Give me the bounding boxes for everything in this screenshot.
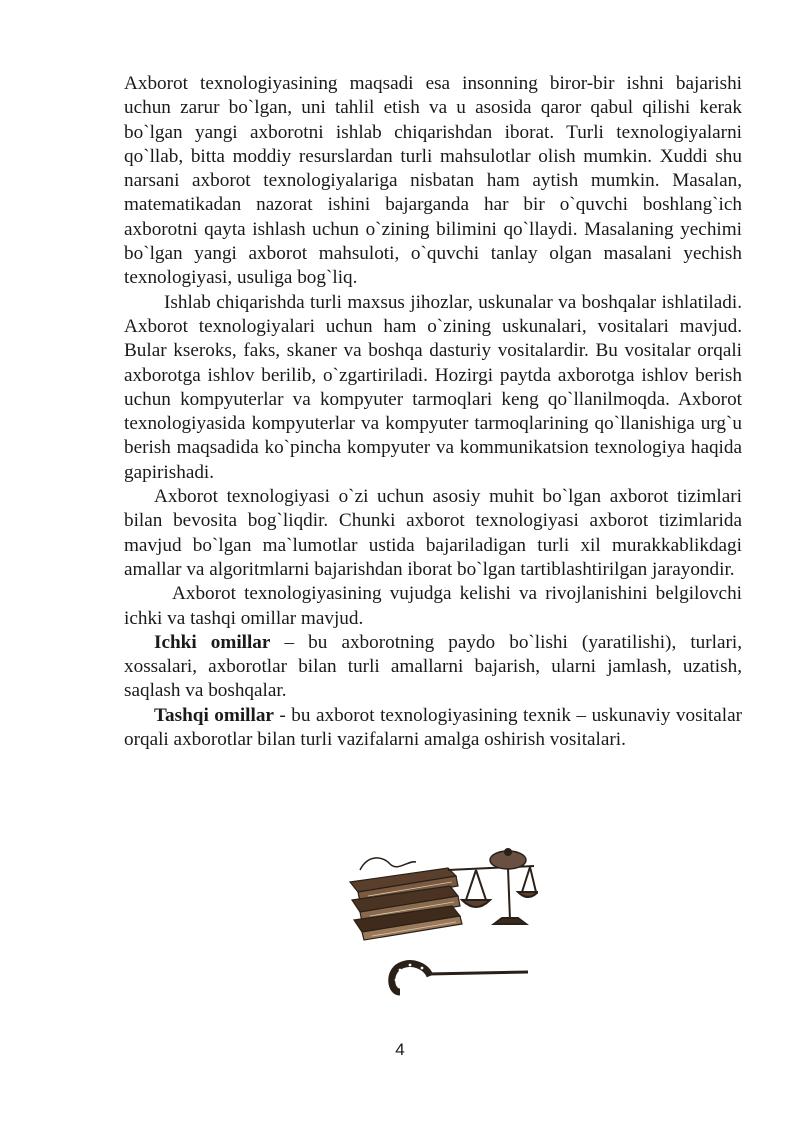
- paragraph-4: Axborot texnologiyasining vujudga kelishi va rivojlanishini belgilovchi ichki va tashqi omillar mavjud.: [124, 583, 742, 629]
- internal-factors-text: – bu axborotning paydo bo`lishi (yaratilishi), turlari, xossalari, axborotlar bilan turli amallarni bajarish, ularni jamlash, uzatish, saqlash va boshqalar.: [124, 631, 742, 702]
- paragraph-2: Ishlab chiqarishda turli maxsus jihozlar, uskunalar va boshqalar ishlatiladi. Axborot texnologiyalari uchun ham o`zining uskunalari, vositalari mavjud. Bular kseroks, faks, skaner va boshqa dasturiy vositalardir. Bu vositalar orqali axborotga ishlov berilib, o`zgartiriladi. Hozirgi paytda axborotga ishlov berish uchun kompyuterlar va kompyuter tarmoqlari keng qo`llanilmoqda. Axborot texnologiyasida kompyuterlar va kompyuter tarmoqlarining qo`llanishiga urg`u berish maqsadida ko`pincha kompyuter va kommunikatsion texnologiya haqida gapirishadi.: [124, 291, 742, 483]
- paragraph-3: Axborot texnologiyasi o`zi uchun asosiy muhit bo`lgan axborot tizimlari bilan bevosita bog`liqdir. Chunki axborot texnologiyasi axborot tizimlarida mavjud bo`lgan ma`lumotlar ustida bajariladigan turli xil murakkablikdagi amallar va algoritmlarni bajarishdan iborat bo`lgan tartiblashtirilgan jarayondir.: [124, 486, 742, 580]
- term-external-factors: Tashqi omillar: [154, 704, 274, 726]
- page-number: 4: [395, 1040, 405, 1059]
- paragraph-internal-factors: [124, 631, 742, 704]
- page-body: [124, 72, 742, 752]
- external-factors-text: - bu axborot texnologiyasining texnik – uskunaviy vositalar orqali axborotlar bilan turli vazifalarni amalga oshirish vositalari.: [124, 704, 742, 751]
- paragraph-1: Axborot texnologiyasining maqsadi esa insonning biror-bir ishni bajarishi uchun zarur bo`lgan, uni tahlil etish va u asosida qaror qabul qilishi kerak bo`lgan yangi axborotni ishlab chiqarishdan iborat. Turli texnologiyalarni qo`llab, bitta moddiy resurslardan turli mahsulotlar olish mumkin. Xuddi shu narsani axborot texnologiyalariga nisbatan ham aytish mumkin. Masalan, matematikadan nazorat ishini bajarganda har bir o`quvchi boshlang`ich axborotni qayta ishlash uchun o`zining bilimini qo`llaydi. Masalaning yechimi bo`lgan yangi axborot mahsuloti, o`quvchi tanlay olgan masalani yechish texnologiyasi, usuliga bog`liq.: [124, 73, 742, 289]
- paragraph-external-factors: [124, 704, 742, 753]
- term-internal-factors: Ichki omillar: [154, 631, 271, 653]
- books-scales-horseshoe-icon: [338, 842, 538, 1002]
